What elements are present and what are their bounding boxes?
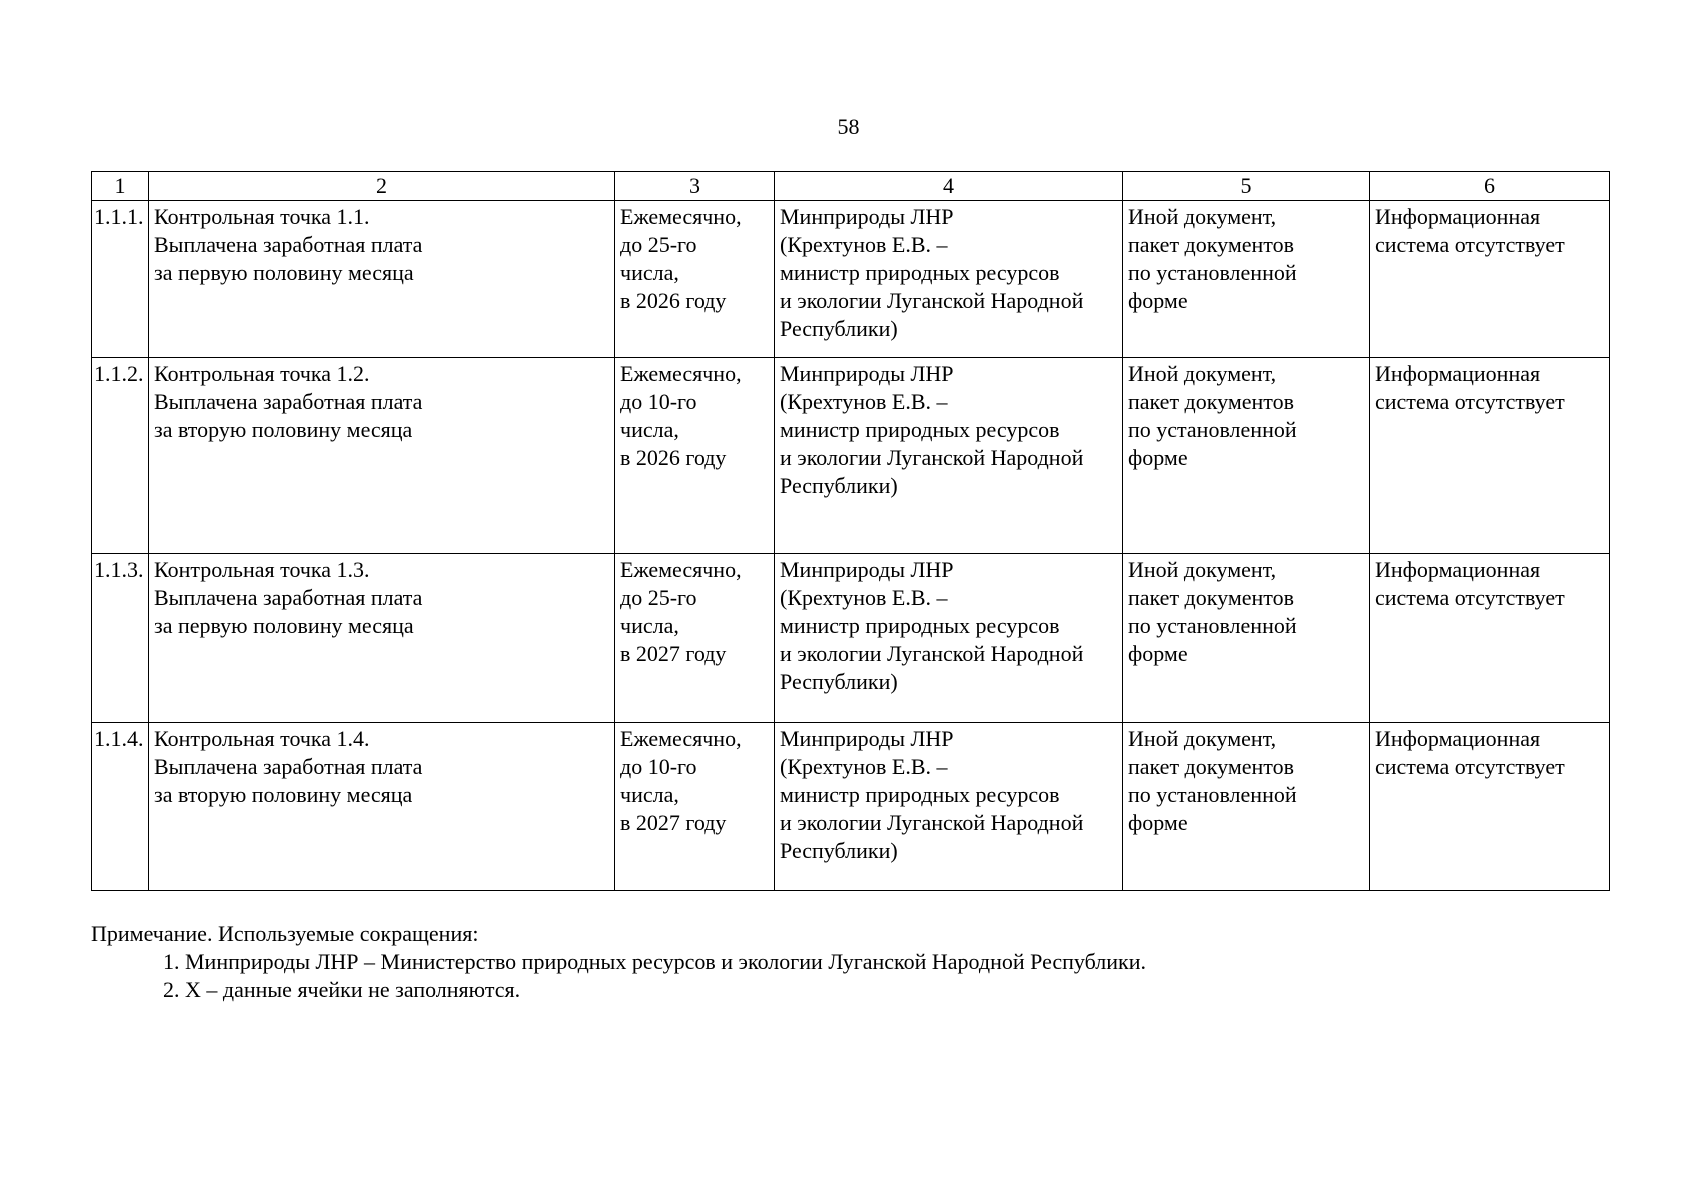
cell-line: Контрольная точка 1.2.: [154, 361, 370, 386]
responsible-cell: [775, 554, 1123, 723]
cell-line: пакет документов: [1128, 585, 1295, 610]
cell-line: форме: [1128, 810, 1188, 835]
row-number: 1.1.4.: [92, 723, 149, 891]
cell-line: пакет документов: [1128, 389, 1295, 414]
cell-line: и экологии Луганской Народной: [780, 810, 1084, 835]
table-row: [92, 554, 1610, 723]
cell-line: система отсутствует: [1375, 754, 1565, 779]
cell-line: Информационная: [1375, 361, 1541, 386]
document-type-cell: [1123, 201, 1370, 358]
column-header-6: 6: [1370, 172, 1610, 201]
cell-line: и экологии Луганской Народной: [780, 445, 1084, 470]
table-row: [92, 201, 1610, 358]
responsible-cell: [775, 723, 1123, 891]
cell-line: Выплачена заработная плата: [154, 754, 423, 779]
row-number: 1.1.1.: [92, 201, 149, 358]
cell-line: до 25-го: [620, 585, 697, 610]
cell-line: система отсутствует: [1375, 232, 1565, 257]
cell-line: и экологии Луганской Народной: [780, 641, 1084, 666]
cell-line: до 10-го: [620, 389, 697, 414]
responsible-cell: [775, 358, 1123, 554]
cell-line: министр природных ресурсов: [780, 782, 1060, 807]
cell-line: Минприроды ЛНР: [780, 726, 954, 751]
cell-line: форме: [1128, 641, 1188, 666]
cell-line: за первую половину месяца: [154, 613, 414, 638]
control-point-cell: [149, 358, 615, 554]
cell-line: до 10-го: [620, 754, 697, 779]
cell-line: числа,: [620, 613, 679, 638]
cell-line: Минприроды ЛНР: [780, 557, 954, 582]
cell-line: (Крехтунов Е.В. –: [780, 754, 948, 779]
document-type-cell: [1123, 723, 1370, 891]
deadline-cell: [615, 554, 775, 723]
cell-line: Ежемесячно,: [620, 361, 742, 386]
row-number: 1.1.3.: [92, 554, 149, 723]
responsible-cell: [775, 201, 1123, 358]
cell-line: по установленной: [1128, 613, 1297, 638]
column-header-2: 2: [149, 172, 615, 201]
cell-line: пакет документов: [1128, 232, 1295, 257]
cell-line: форме: [1128, 288, 1188, 313]
cell-line: в 2026 году: [620, 445, 727, 470]
cell-line: по установленной: [1128, 417, 1297, 442]
cell-line: Республики): [780, 316, 898, 341]
information-system-cell: [1370, 723, 1610, 891]
information-system-cell: [1370, 201, 1610, 358]
cell-line: Иной документ,: [1128, 361, 1277, 386]
cell-line: Минприроды ЛНР: [780, 204, 954, 229]
cell-line: числа,: [620, 417, 679, 442]
deadline-cell: [615, 201, 775, 358]
column-header-1: 1: [92, 172, 149, 201]
cell-line: по установленной: [1128, 782, 1297, 807]
cell-line: и экологии Луганской Народной: [780, 288, 1084, 313]
page-number: 58: [837, 114, 860, 139]
note-item: 1. Минприроды ЛНР – Министерство природных ресурсов и экологии Луганской Народной Республики.: [163, 949, 1146, 974]
cell-line: Информационная: [1375, 557, 1541, 582]
cell-line: в 2027 году: [620, 641, 727, 666]
deadline-cell: [615, 723, 775, 891]
cell-line: (Крехтунов Е.В. –: [780, 585, 948, 610]
cell-line: министр природных ресурсов: [780, 613, 1060, 638]
deadline-cell: [615, 358, 775, 554]
cell-line: Республики): [780, 473, 898, 498]
cell-line: Контрольная точка 1.1.: [154, 204, 370, 229]
control-points-table: [91, 171, 1610, 891]
cell-line: система отсутствует: [1375, 389, 1565, 414]
cell-line: Выплачена заработная плата: [154, 389, 423, 414]
cell-line: числа,: [620, 782, 679, 807]
column-header-4: 4: [775, 172, 1123, 201]
note-item: 2. X – данные ячейки не заполняются.: [163, 977, 521, 1002]
cell-line: Республики): [780, 669, 898, 694]
table-row: [92, 723, 1610, 891]
information-system-cell: [1370, 358, 1610, 554]
control-point-cell: [149, 554, 615, 723]
column-header-5: 5: [1123, 172, 1370, 201]
cell-line: Иной документ,: [1128, 726, 1277, 751]
cell-line: за первую половину месяца: [154, 260, 414, 285]
cell-line: система отсутствует: [1375, 585, 1565, 610]
notes-title: Примечание. Используемые сокращения:: [91, 921, 479, 946]
cell-line: (Крехтунов Е.В. –: [780, 389, 948, 414]
cell-line: Выплачена заработная плата: [154, 585, 423, 610]
cell-line: в 2026 году: [620, 288, 727, 313]
cell-line: Выплачена заработная плата: [154, 232, 423, 257]
control-point-cell: [149, 201, 615, 358]
notes-section: [91, 920, 1609, 1004]
cell-line: Минприроды ЛНР: [780, 361, 954, 386]
cell-line: Информационная: [1375, 204, 1541, 229]
cell-line: Ежемесячно,: [620, 204, 742, 229]
row-number: 1.1.2.: [92, 358, 149, 554]
cell-line: по установленной: [1128, 260, 1297, 285]
control-point-cell: [149, 723, 615, 891]
cell-line: министр природных ресурсов: [780, 417, 1060, 442]
cell-line: Республики): [780, 838, 898, 863]
cell-line: Иной документ,: [1128, 204, 1277, 229]
document-type-cell: [1123, 554, 1370, 723]
cell-line: Ежемесячно,: [620, 726, 742, 751]
cell-line: числа,: [620, 260, 679, 285]
table-row: [92, 358, 1610, 554]
cell-line: пакет документов: [1128, 754, 1295, 779]
cell-line: Ежемесячно,: [620, 557, 742, 582]
cell-line: министр природных ресурсов: [780, 260, 1060, 285]
cell-line: Информационная: [1375, 726, 1541, 751]
cell-line: Контрольная точка 1.4.: [154, 726, 370, 751]
cell-line: за вторую половину месяца: [154, 782, 413, 807]
information-system-cell: [1370, 554, 1610, 723]
table-header-row: [92, 172, 1610, 201]
cell-line: за вторую половину месяца: [154, 417, 413, 442]
cell-line: форме: [1128, 445, 1188, 470]
cell-line: до 25-го: [620, 232, 697, 257]
column-header-3: 3: [615, 172, 775, 201]
cell-line: Иной документ,: [1128, 557, 1277, 582]
cell-line: в 2027 году: [620, 810, 727, 835]
document-type-cell: [1123, 358, 1370, 554]
cell-line: Контрольная точка 1.3.: [154, 557, 370, 582]
cell-line: (Крехтунов Е.В. –: [780, 232, 948, 257]
